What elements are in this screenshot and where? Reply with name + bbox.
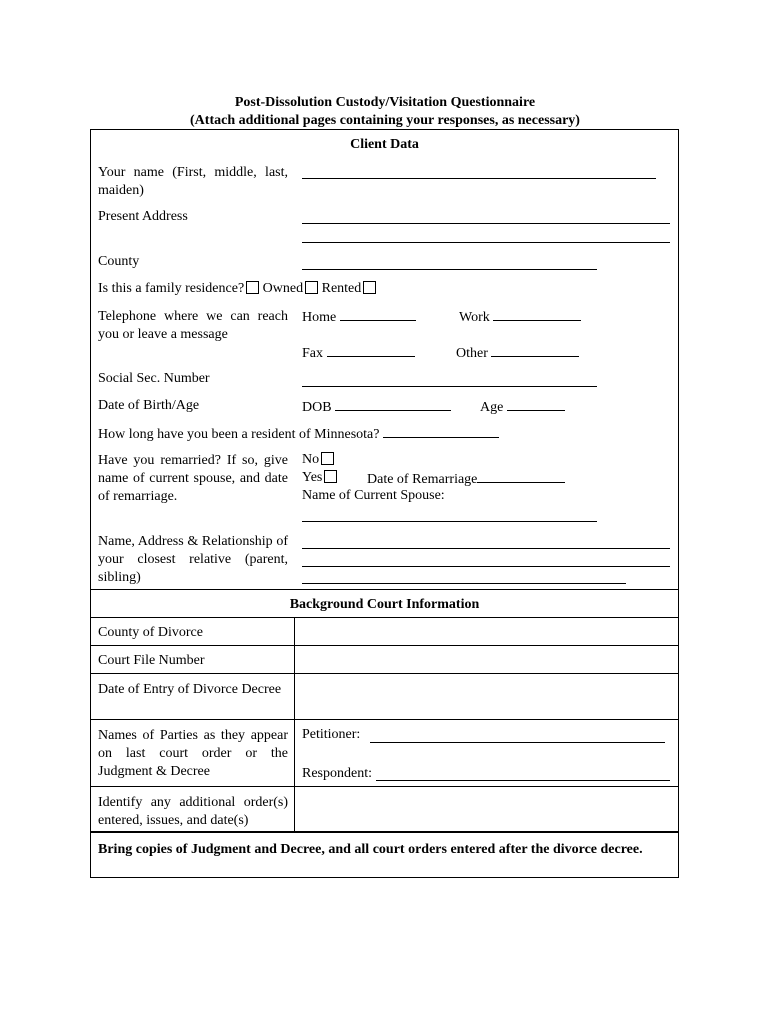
owned-checkbox[interactable] <box>305 281 318 294</box>
additional-orders-field[interactable] <box>296 788 676 830</box>
date-entry-label: Date of Entry of Divorce Decree <box>98 682 282 697</box>
resident-row <box>98 425 499 443</box>
ssn-label: Social Sec. Number <box>98 371 210 386</box>
owned-label: Owned <box>262 281 304 296</box>
dob-label: DOB <box>302 400 332 415</box>
respondent-label: Respondent: <box>302 766 372 781</box>
relative-field-line1[interactable] <box>302 548 670 549</box>
fax-row <box>302 344 415 362</box>
county-field[interactable] <box>302 269 597 270</box>
name-label: Your name (First, middle, last, maiden) <box>98 165 288 198</box>
court-file-label: Court File Number <box>98 653 205 668</box>
document-title: Post-Dissolution Custody/Visitation Questionnaire <box>234 95 536 110</box>
dob-row <box>302 398 451 416</box>
age-label: Age <box>480 400 504 415</box>
rented-label: Rented <box>321 281 362 296</box>
additional-orders-label: Identify any additional order(s) entered, issues, and date(s) <box>98 795 288 828</box>
work-label: Work <box>459 310 490 325</box>
address-field-line2[interactable] <box>302 242 670 243</box>
date-remarriage-row <box>367 470 565 488</box>
current-spouse-label: Name of Current Spouse: <box>302 488 445 503</box>
table-column-divider <box>294 617 295 832</box>
fax-field[interactable] <box>327 344 415 357</box>
resident-label: How long have you been a resident of Minnesota? <box>98 427 380 442</box>
court-file-field[interactable] <box>296 647 676 673</box>
petitioner-field[interactable] <box>370 742 665 743</box>
dob-field[interactable] <box>335 398 451 411</box>
home-label: Home <box>302 310 337 325</box>
current-spouse-field[interactable] <box>302 521 597 522</box>
age-row <box>480 398 565 416</box>
resident-field[interactable] <box>383 425 499 438</box>
date-entry-field[interactable] <box>296 675 676 719</box>
other-row <box>456 344 579 362</box>
client-data-heading: Client Data <box>350 137 419 152</box>
date-remarriage-label: Date of Remarriage <box>367 472 478 487</box>
respondent-field[interactable] <box>376 780 670 781</box>
parties-label: Names of Parties as they appear on last court order or the Judgment & Decree <box>98 728 288 779</box>
work-row <box>459 308 581 326</box>
address-field-line1[interactable] <box>302 223 670 224</box>
county-divorce-label: County of Divorce <box>98 625 203 640</box>
table-row-divider <box>90 673 679 674</box>
court-info-heading: Background Court Information <box>289 597 480 612</box>
table-row-divider <box>90 831 679 833</box>
remarried-label: Have you remarried? If so, give name of current spouse, and date of remarriage. <box>98 453 288 504</box>
dob-age-label: Date of Birth/Age <box>98 398 200 413</box>
footer-note: Bring copies of Judgment and Decree, and all court orders entered after the divorce decree. <box>98 842 643 857</box>
work-phone-field[interactable] <box>493 308 581 321</box>
relative-field-line2[interactable] <box>302 566 670 567</box>
other-phone-field[interactable] <box>491 344 579 357</box>
yes-checkbox[interactable] <box>324 470 337 483</box>
rented-checkbox[interactable] <box>363 281 376 294</box>
relative-label: Name, Address & Relationship of your closest relative (parent, sibling) <box>98 534 288 585</box>
fax-label: Fax <box>302 346 323 361</box>
telephone-label: Telephone where we can reach you or leave a message <box>98 309 288 342</box>
yes-row <box>302 470 337 486</box>
family-residence-label: Is this a family residence? <box>98 281 245 296</box>
table-row-divider <box>90 719 679 720</box>
table-row-divider <box>90 786 679 787</box>
no-row <box>302 452 334 468</box>
table-row-divider <box>90 645 679 646</box>
relative-field-line3[interactable] <box>302 583 626 584</box>
no-checkbox[interactable] <box>321 452 334 465</box>
divider <box>90 617 679 618</box>
name-field[interactable] <box>302 178 656 179</box>
document-subtitle: (Attach additional pages containing your responses, as necessary) <box>190 113 580 128</box>
yes-label: Yes <box>302 470 323 485</box>
home-row <box>302 308 416 326</box>
family-residence-checkbox[interactable] <box>246 281 259 294</box>
address-label: Present Address <box>98 209 188 224</box>
divider <box>90 589 679 590</box>
other-label: Other <box>456 346 488 361</box>
petitioner-label: Petitioner: <box>302 727 361 742</box>
age-field[interactable] <box>507 398 565 411</box>
home-phone-field[interactable] <box>340 308 416 321</box>
county-divorce-field[interactable] <box>296 619 676 645</box>
county-label: County <box>98 254 140 269</box>
no-label: No <box>302 452 320 467</box>
family-residence-row <box>98 281 376 297</box>
ssn-field[interactable] <box>302 386 597 387</box>
date-remarriage-field[interactable] <box>477 470 565 483</box>
